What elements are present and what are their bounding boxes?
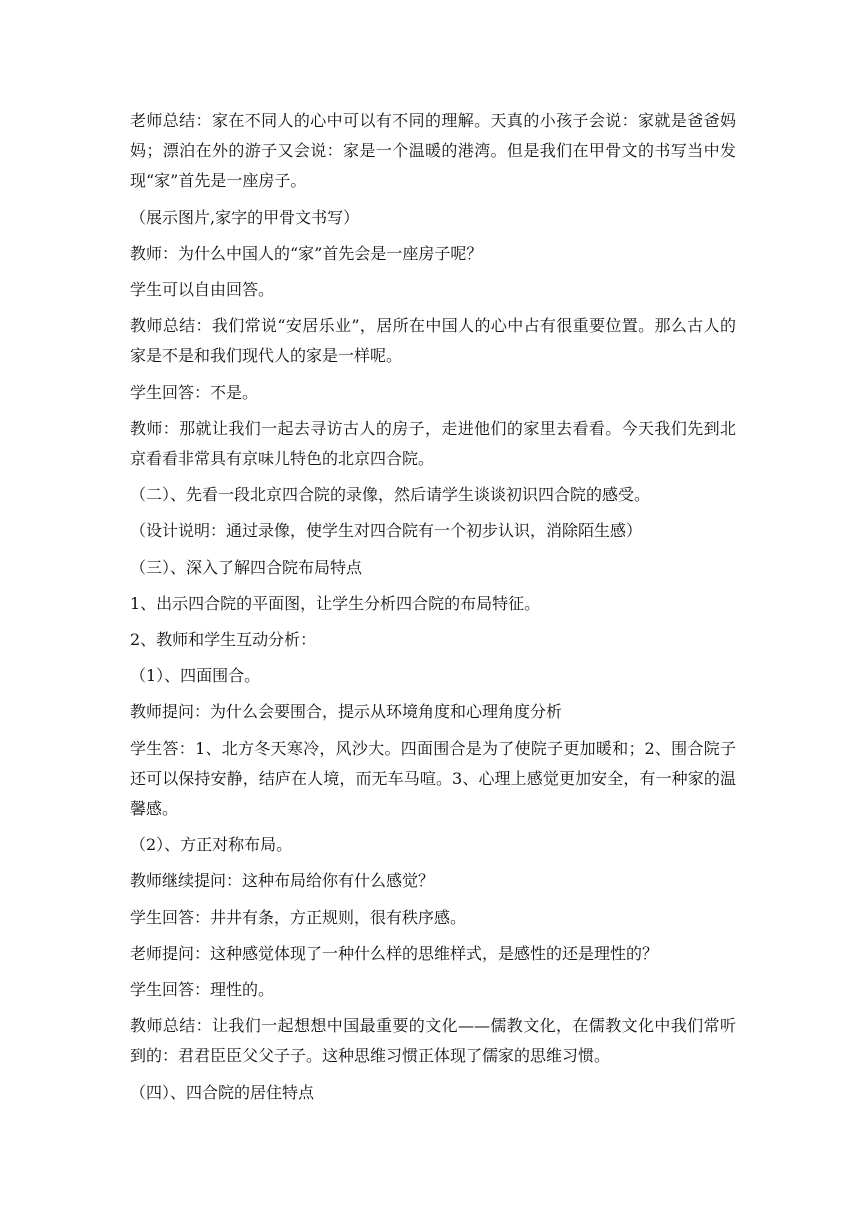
paragraph-student-answer-no: 学生回答：不是。 — [130, 382, 259, 402]
section-3-heading: （三）、深入了解四合院布局特点 — [130, 557, 363, 577]
paragraph-teacher-ask-feeling: 教师继续提问：这种布局给你有什么感觉？ — [130, 871, 435, 891]
paragraph-student-free-answer: 学生可以自由回答。 — [130, 280, 275, 300]
paragraph-teacher-question-house: 教师：为什么中国人的“家”首先会是一座房子呢？ — [130, 243, 483, 263]
paragraph-student-answer-rational: 学生回答：理性的。 — [130, 980, 275, 1000]
section-4-heading: （四）、四合院的居住特点 — [130, 1082, 315, 1102]
section-2-heading: （二）、先看一段北京四合院的录像，然后请学生谈谈初识四合院的感受。 — [130, 485, 651, 505]
paragraph-student-answer-order: 学生回答：井井有条，方正规则，很有秩序感。 — [130, 907, 467, 927]
paragraph-item-2: 2、教师和学生互动分析： — [130, 630, 317, 650]
paragraph-student-answer-enclosure: 学生答：1、北方冬天寒冷，风沙大。四面围合是为了使院子更加暖和；2、围合院子还可以保持安静，结庐在人境，而无车马喧。3、心理上感觉更加安全，有一种家的温馨感。 — [130, 738, 736, 819]
paragraph-teacher-summary-home: 老师总结：家在不同人的心中可以有不同的理解。天真的小孩子会说：家就是爸爸妈妈；漂泊在外的游子又会说：家是一个温暖的港湾。但是我们在甲骨文的书写当中发现“家”首先是一座房子。 — [130, 111, 736, 191]
paragraph-teacher-summary-confucian: 教师总结：让我们一起想想中国最重要的文化——儒教文化，在儒教文化中我们常听到的：君君臣臣父父子子。这种思维习惯正体现了儒家的思维习惯。 — [130, 1016, 736, 1066]
paragraph-design-note: （设计说明：通过录像，使学生对四合院有一个初步认识，消除陌生感） — [130, 521, 643, 541]
subsection-2-heading: （2）、方正对称布局。 — [130, 835, 293, 855]
paragraph-teacher-ask-thinking: 老师提问：这种感觉体现了一种什么样的思维样式，是感性的还是理性的？ — [130, 943, 659, 963]
paragraph-teacher-ask-enclosure: 教师提问：为什么会要围合，提示从环境角度和心理角度分析 — [130, 702, 563, 722]
paragraph-item-1: 1、出示四合院的平面图，让学生分析四合院的布局特征。 — [130, 593, 541, 613]
document-page — [130, 106, 736, 1114]
paragraph-show-image-note: （展示图片,家字的甲骨文书写） — [130, 207, 360, 227]
paragraph-teacher-summary-dwelling: 教师总结：我们常说“安居乐业”，居所在中国人的心中占有很重要位置。那么古人的家是不是和我们现代人的家是一样呢。 — [130, 316, 736, 366]
paragraph-teacher-visit-beijing: 教师：那就让我们一起去寻访古人的房子，走进他们的家里去看看。今天我们先到北京看看非常具有京味儿特色的北京四合院。 — [130, 418, 736, 469]
subsection-1-heading: （1）、四面围合。 — [130, 666, 261, 686]
